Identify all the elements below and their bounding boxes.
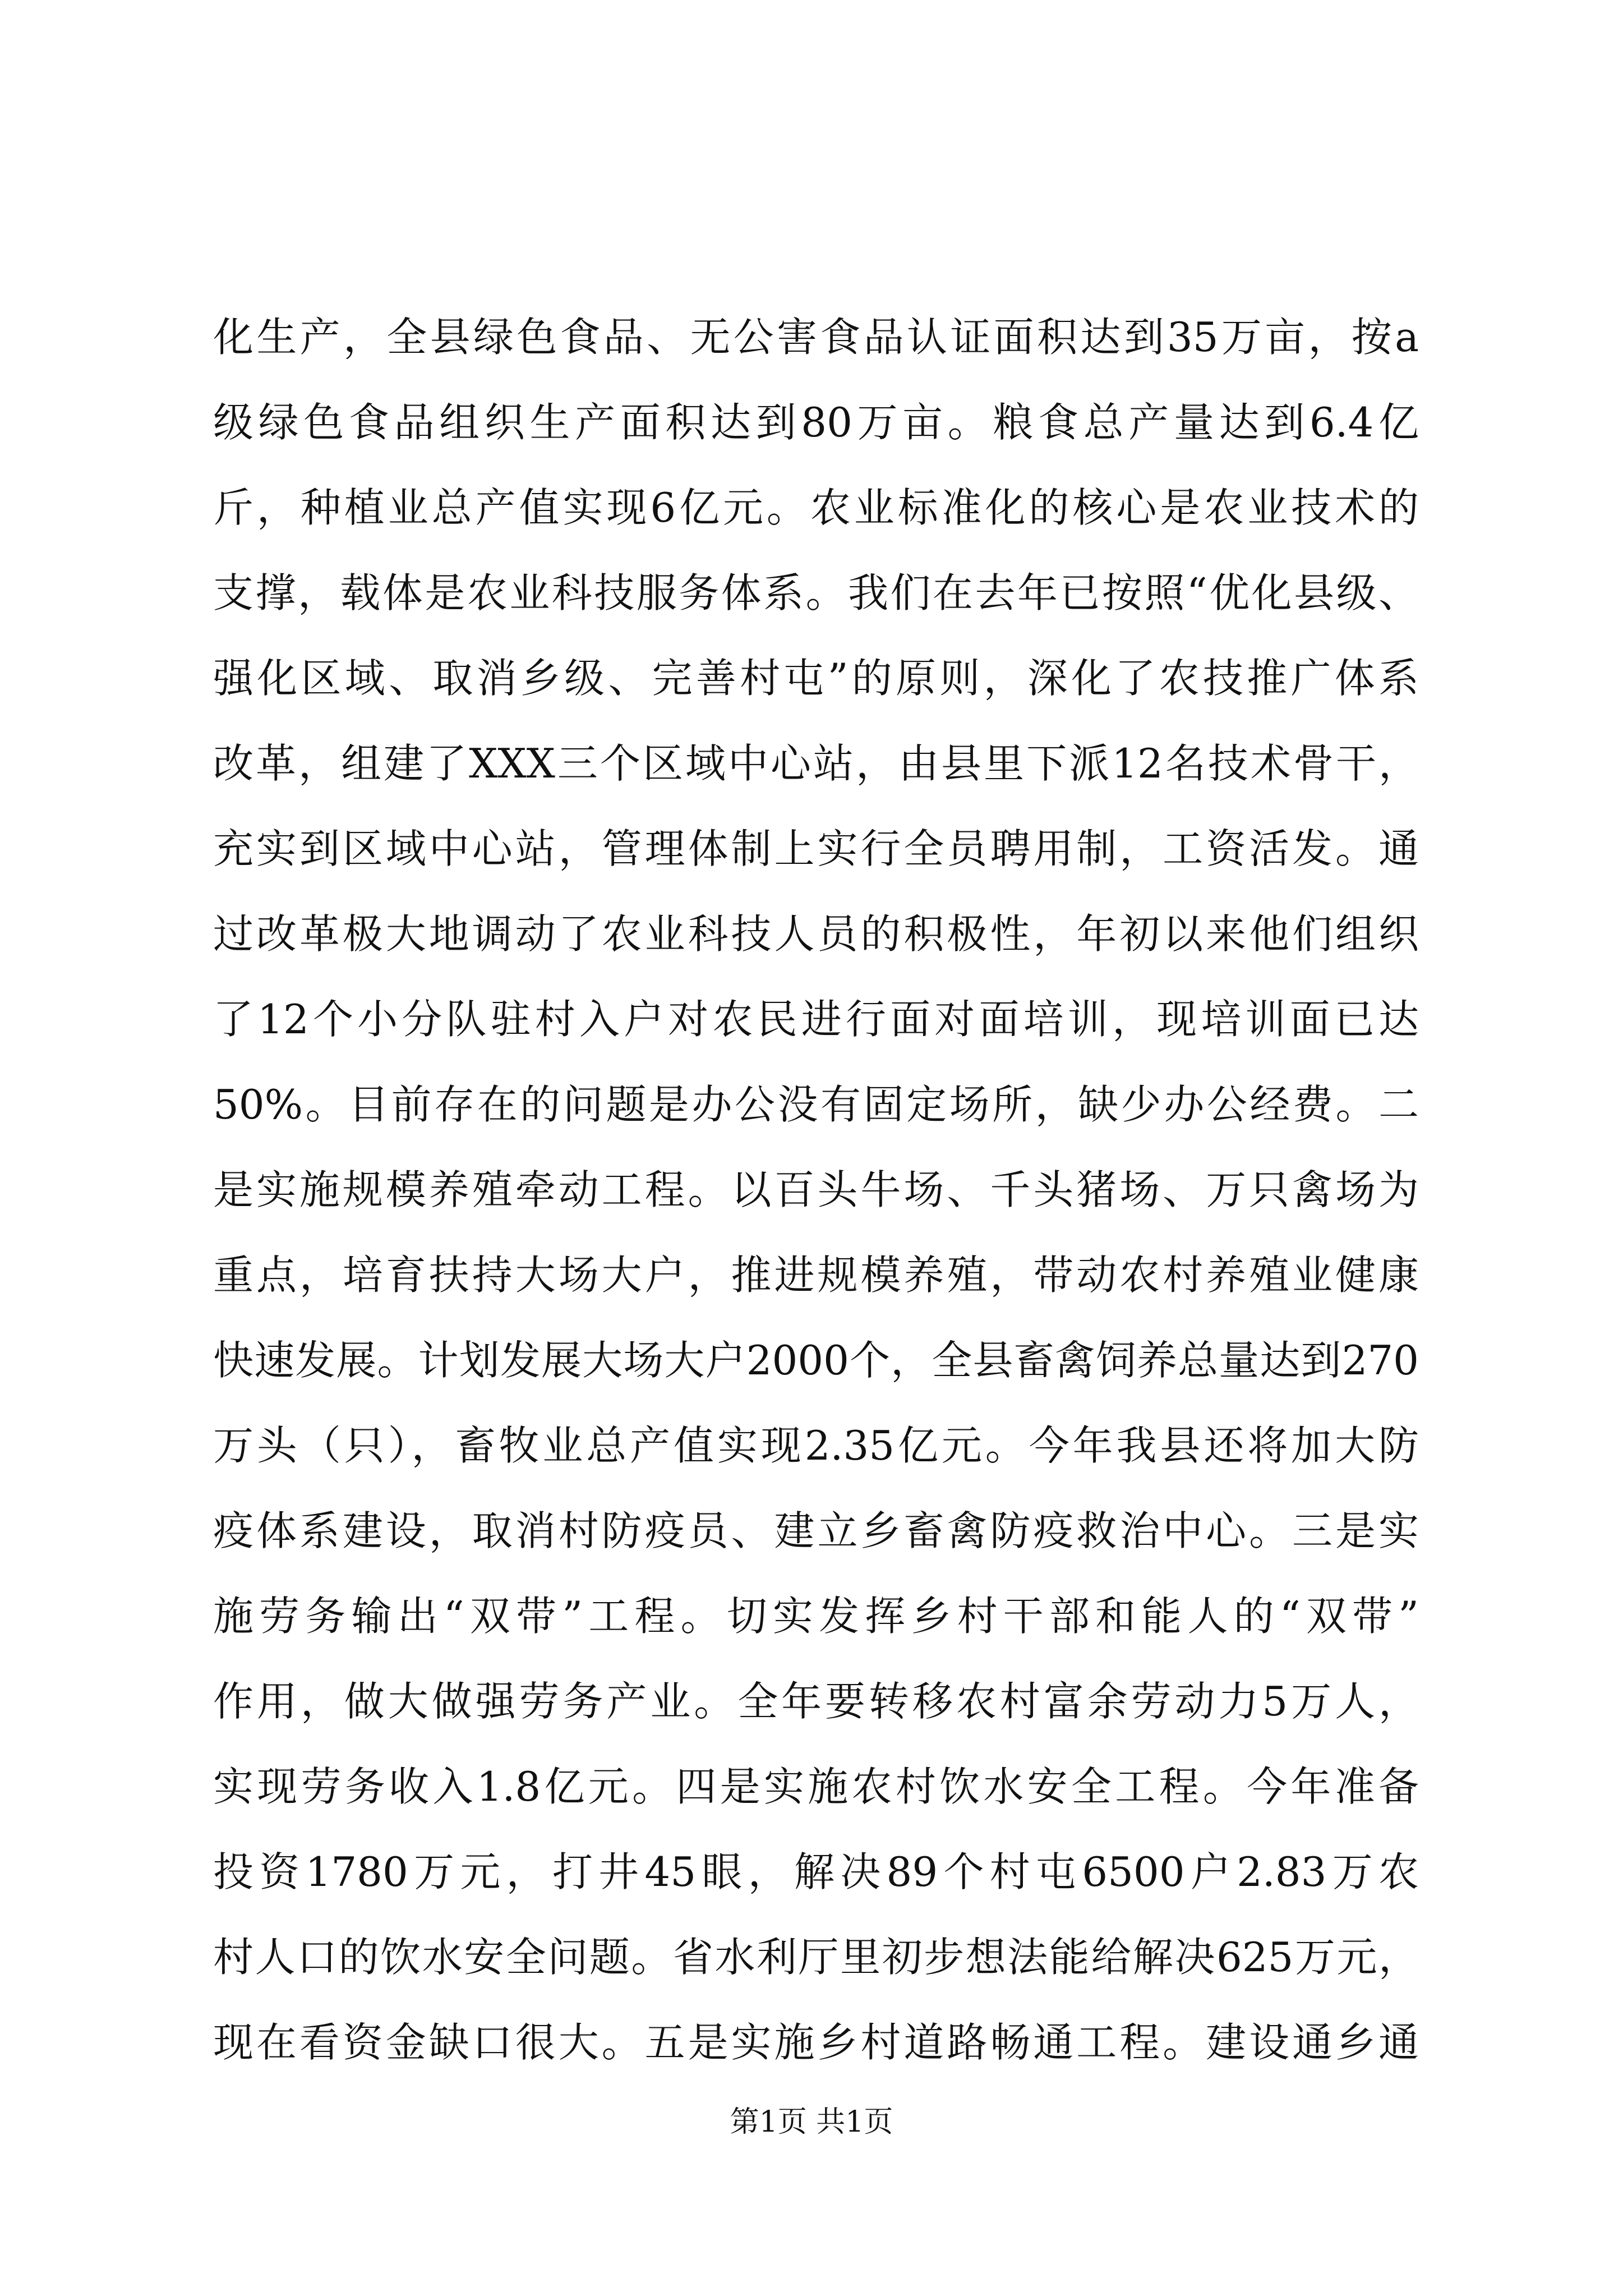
text-line: 级绿色食品组织生产面积达到80万亩。粮食总产量达到6.4亿 xyxy=(213,399,1419,446)
text-line: 疫体系建设，取消村防疫员、建立乡畜禽防疫救治中心。三是实 xyxy=(213,1507,1419,1554)
text-line: 了12个小分队驻村入户对农民进行面对面培训，现培训面已达 xyxy=(213,996,1419,1043)
page-number-label: 第1页 共1页 xyxy=(730,2105,893,2139)
text-line: 作用，做大做强劳务产业。全年要转移农村富余劳动力5万人， xyxy=(213,1678,1419,1725)
text-line: 强化区域、取消乡级、完善村屯”的原则，深化了农技推广体系 xyxy=(213,655,1419,702)
text-line: 化生产，全县绿色食品、无公害食品认证面积达到35万亩，按a xyxy=(213,314,1419,361)
text-line: 50%。目前存在的问题是办公没有固定场所，缺少办公经费。二 xyxy=(213,1081,1419,1128)
text-line: 现在看资金缺口很大。五是实施乡村道路畅通工程。建设通乡通 xyxy=(213,2019,1419,2066)
text-line: 投资1780万元，打井45眼，解决89个村屯6500户2.83万农 xyxy=(213,1848,1419,1895)
text-line: 斤，种植业总产值实现6亿元。农业标准化的核心是农业技术的 xyxy=(213,484,1419,531)
text-line: 重点，培育扶持大场大户，推进规模养殖，带动农村养殖业健康 xyxy=(213,1251,1419,1299)
text-line: 是实施规模养殖牵动工程。以百头牛场、千头猪场、万只禽场为 xyxy=(213,1166,1419,1213)
text-line: 过改革极大地调动了农业科技人员的积极性，年初以来他们组织 xyxy=(213,910,1419,958)
page-footer xyxy=(0,2102,1623,2142)
text-line: 实现劳务收入1.8亿元。四是实施农村饮水安全工程。今年准备 xyxy=(213,1763,1419,1810)
text-line: 村人口的饮水安全问题。省水利厅里初步想法能给解决625万元， xyxy=(213,1934,1419,1981)
text-line: 改革，组建了XXX三个区域中心站，由县里下派12名技术骨干， xyxy=(213,740,1419,787)
text-line: 万头（只），畜牧业总产值实现2.35亿元。今年我县还将加大防 xyxy=(213,1422,1419,1469)
text-line: 支撑，载体是农业科技服务体系。我们在去年已按照“优化县级、 xyxy=(213,569,1419,616)
text-line: 施劳务输出“双带”工程。切实发挥乡村干部和能人的“双带” xyxy=(213,1593,1419,1640)
text-line: 快速发展。计划发展大场大户2000个，全县畜禽饲养总量达到270 xyxy=(213,1337,1419,1384)
text-line: 充实到区域中心站，管理体制上实行全员聘用制，工资活发。通 xyxy=(213,825,1419,872)
body-paragraph xyxy=(213,295,1419,2085)
